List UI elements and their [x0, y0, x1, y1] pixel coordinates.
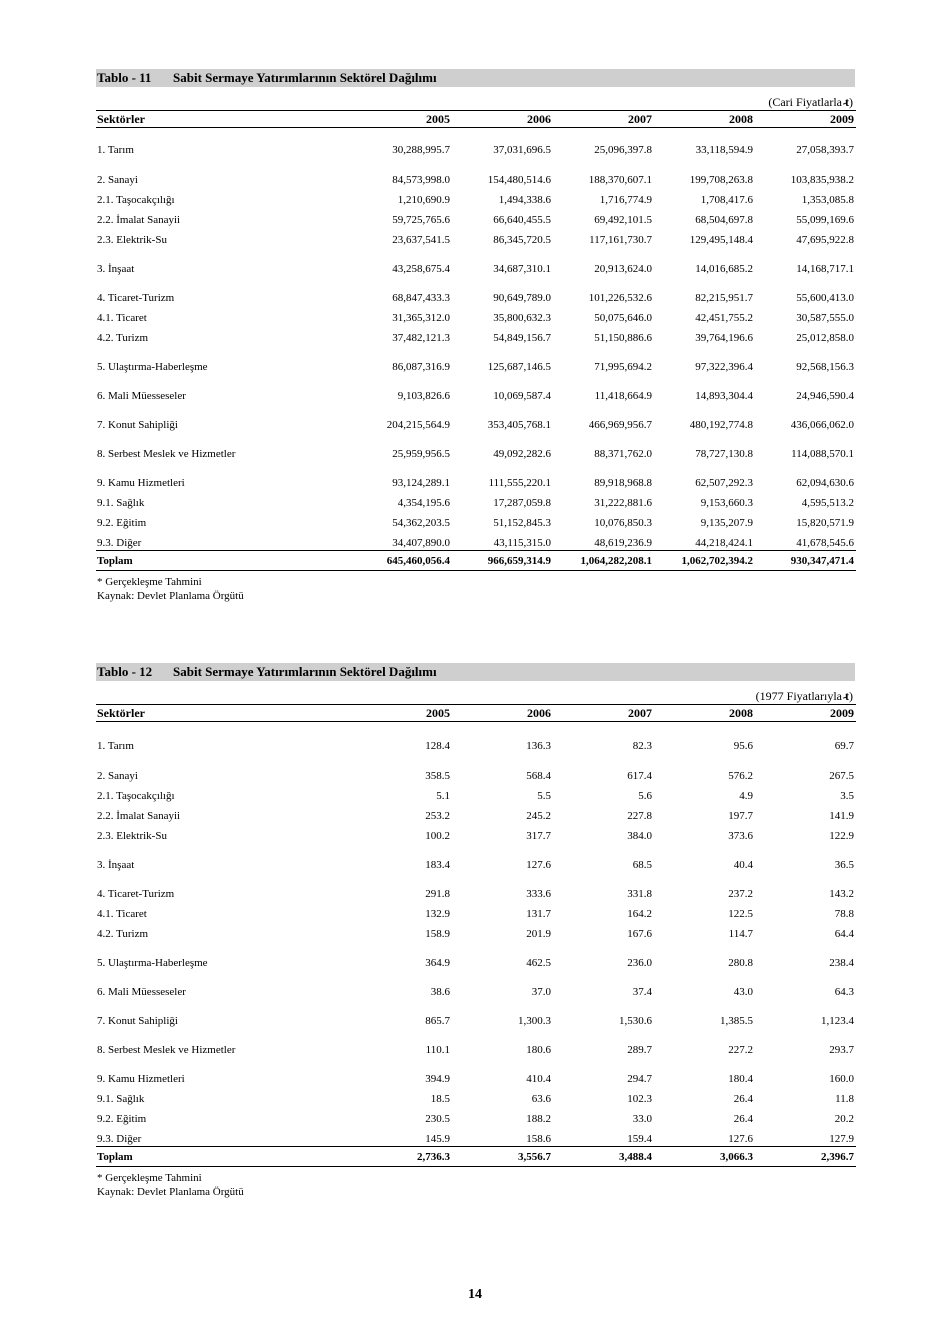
value-cell: 33,118,594.9 — [695, 144, 753, 156]
value-cell: 97,322,396.4 — [695, 361, 753, 373]
sector-label: 2.3. Elektrik-Su — [97, 830, 167, 842]
table-row — [96, 276, 856, 305]
unit-note — [96, 689, 855, 704]
header-sector: Sektörler — [96, 111, 351, 128]
value-cell: 159.4 — [627, 1133, 652, 1145]
value-cell: 20,913,624.0 — [594, 263, 652, 275]
value-cell: 69,492,101.5 — [594, 214, 652, 226]
header-year: 2007 — [553, 111, 654, 128]
table-row — [96, 803, 856, 823]
total-value: 2,736.3 — [351, 1147, 452, 1167]
value-cell: 30,288,995.7 — [392, 144, 450, 156]
value-cell: 30,587,555.0 — [796, 312, 854, 324]
table-row — [96, 207, 856, 227]
table-row — [96, 158, 856, 187]
value-cell: 188.2 — [526, 1113, 551, 1125]
value-cell: 27,058,393.7 — [796, 144, 854, 156]
value-cell: 245.2 — [526, 810, 551, 822]
value-cell: 466,969,956.7 — [588, 419, 652, 431]
value-cell: 227.8 — [627, 810, 652, 822]
value-cell: 1,300.3 — [518, 1015, 551, 1027]
value-cell: 294.7 — [627, 1073, 652, 1085]
value-cell: 289.7 — [627, 1044, 652, 1056]
header-year: 2006 — [452, 705, 553, 722]
value-cell: 410.4 — [526, 1073, 551, 1085]
table-row — [96, 128, 856, 159]
lira-icon: t — [845, 689, 849, 703]
value-cell: 37,031,696.5 — [493, 144, 551, 156]
value-cell: 5.6 — [638, 790, 652, 802]
value-cell: 317.7 — [526, 830, 551, 842]
table-row — [96, 1086, 856, 1106]
value-cell: 26.4 — [733, 1113, 753, 1125]
value-cell: 111,555,220.1 — [488, 477, 551, 489]
header-year: 2006 — [452, 111, 553, 128]
table-title — [96, 663, 855, 681]
value-cell: 291.8 — [425, 888, 450, 900]
value-cell: 39,764,196.6 — [695, 332, 753, 344]
value-cell: 82.3 — [632, 740, 652, 752]
value-cell: 101,226,532.6 — [588, 292, 652, 304]
value-cell: 11.8 — [835, 1093, 854, 1105]
value-cell: 25,959,956.5 — [392, 448, 450, 460]
value-cell: 114,088,570.1 — [791, 448, 854, 460]
value-cell: 51,150,886.6 — [594, 332, 652, 344]
value-cell: 331.8 — [627, 888, 652, 900]
value-cell: 180.6 — [526, 1044, 551, 1056]
total-row — [96, 551, 856, 571]
value-cell: 3.5 — [840, 790, 854, 802]
value-cell: 1,210,690.9 — [397, 194, 450, 206]
value-cell: 102.3 — [627, 1093, 652, 1105]
value-cell: 43,258,675.4 — [392, 263, 450, 275]
value-cell: 10,069,587.4 — [493, 390, 551, 402]
sector-label: 5. Ulaştırma-Haberleşme — [97, 361, 208, 373]
value-cell: 293.7 — [829, 1044, 854, 1056]
value-cell: 14,168,717.1 — [796, 263, 854, 275]
value-cell: 117,161,730.7 — [589, 234, 652, 246]
sector-label: 1. Tarım — [97, 144, 134, 156]
value-cell: 236.0 — [627, 957, 652, 969]
sector-label: 8. Serbest Meslek ve Hizmetler — [97, 448, 236, 460]
value-cell: 48,619,236.9 — [594, 537, 652, 549]
table-row — [96, 510, 856, 530]
value-cell: 41,678,545.6 — [796, 537, 854, 549]
value-cell: 353,405,768.1 — [487, 419, 551, 431]
table-row — [96, 1126, 856, 1147]
value-cell: 86,087,316.9 — [392, 361, 450, 373]
value-cell: 204,215,564.9 — [386, 419, 450, 431]
value-cell: 865.7 — [425, 1015, 450, 1027]
value-cell: 617.4 — [627, 770, 652, 782]
value-cell: 143.2 — [829, 888, 854, 900]
value-cell: 4,354,195.6 — [397, 497, 450, 509]
value-cell: 59,725,765.6 — [392, 214, 450, 226]
value-cell: 15,820,571.9 — [796, 517, 854, 529]
table-row — [96, 432, 856, 461]
value-cell: 114.7 — [728, 928, 753, 940]
value-cell: 110.1 — [425, 1044, 450, 1056]
sector-label: 3. İnşaat — [97, 263, 135, 275]
table-notes — [96, 575, 855, 603]
value-cell: 1,123.4 — [821, 1015, 854, 1027]
value-cell: 24,946,590.4 — [796, 390, 854, 402]
total-label: Toplam — [96, 1147, 351, 1167]
estimate-note: * Gerçekleşme Tahmini — [97, 1172, 202, 1184]
value-cell: 122.9 — [829, 830, 854, 842]
value-cell: 34,407,890.0 — [392, 537, 450, 549]
table-row — [96, 305, 856, 325]
sector-label: 6. Mali Müesseseler — [97, 390, 186, 402]
value-cell: 68.5 — [632, 859, 652, 871]
value-cell: 103,835,938.2 — [790, 174, 854, 186]
table-row — [96, 374, 856, 403]
total-value: 1,062,702,394.2 — [654, 551, 755, 571]
value-cell: 1,716,774.9 — [599, 194, 652, 206]
sector-label: 2.2. İmalat Sanayii — [97, 810, 181, 822]
value-cell: 125,687,146.5 — [487, 361, 551, 373]
value-cell: 25,096,397.8 — [594, 144, 652, 156]
header-year: 2008 — [654, 705, 755, 722]
value-cell: 100.2 — [425, 830, 450, 842]
value-cell: 37.4 — [632, 986, 652, 998]
value-cell: 568.4 — [526, 770, 551, 782]
header-year: 2005 — [351, 111, 452, 128]
table-number: Tablo - 12 — [97, 664, 153, 679]
total-value: 966,659,314.9 — [452, 551, 553, 571]
value-cell: 54,362,203.5 — [392, 517, 450, 529]
table-row — [96, 530, 856, 551]
source-note: Kaynak: Devlet Planlama Örgütü — [97, 1186, 244, 1198]
total-value: 2,396.7 — [755, 1147, 856, 1167]
sector-label: 4.1. Ticaret — [97, 312, 147, 324]
value-cell: 90,649,789.0 — [493, 292, 551, 304]
value-cell: 358.5 — [425, 770, 450, 782]
total-value: 3,488.4 — [553, 1147, 654, 1167]
value-cell: 92,568,156.3 — [796, 361, 854, 373]
value-cell: 1,385.5 — [720, 1015, 753, 1027]
sector-label: 2. Sanayi — [97, 174, 138, 186]
value-cell: 183.4 — [425, 859, 450, 871]
header-row — [96, 705, 856, 722]
value-cell: 88,371,762.0 — [594, 448, 652, 460]
value-cell: 40.4 — [733, 859, 753, 871]
table-11-block — [96, 69, 855, 603]
table-row — [96, 461, 856, 490]
value-cell: 20.2 — [834, 1113, 854, 1125]
sector-label: 6. Mali Müesseseler — [97, 986, 186, 998]
value-cell: 68,504,697.8 — [695, 214, 753, 226]
value-cell: 280.8 — [728, 957, 753, 969]
value-cell: 86,345,720.5 — [493, 234, 551, 246]
table-row — [96, 823, 856, 843]
table-row — [96, 722, 856, 755]
total-value: 3,556.7 — [452, 1147, 553, 1167]
value-cell: 4.9 — [739, 790, 753, 802]
value-cell: 122.5 — [728, 908, 753, 920]
value-cell: 167.6 — [627, 928, 652, 940]
table-title-text: Sabit Sermaye Yatırımlarının Sektörel Dağılımı — [173, 664, 437, 679]
unit-note — [96, 95, 855, 110]
value-cell: 51,152,845.3 — [493, 517, 551, 529]
sector-label: 9.2. Eğitim — [97, 517, 147, 529]
value-cell: 95.6 — [733, 740, 753, 752]
value-cell: 71,995,694.2 — [594, 361, 652, 373]
header-row — [96, 111, 856, 128]
value-cell: 180.4 — [728, 1073, 753, 1085]
total-value: 930,347,471.4 — [755, 551, 856, 571]
header-sector: Sektörler — [96, 705, 351, 722]
sector-label: 7. Konut Sahipliği — [97, 419, 178, 431]
value-cell: 197.7 — [728, 810, 753, 822]
lira-icon: t — [845, 95, 849, 109]
table-number: Tablo - 11 — [97, 70, 152, 85]
value-cell: 5.5 — [537, 790, 551, 802]
value-cell: 373.6 — [728, 830, 753, 842]
sector-label: 2.1. Taşocakçılığı — [97, 790, 175, 802]
value-cell: 154,480,514.6 — [487, 174, 551, 186]
value-cell: 333.6 — [526, 888, 551, 900]
table-row — [96, 901, 856, 921]
value-cell: 64.3 — [834, 986, 854, 998]
value-cell: 10,076,850.3 — [594, 517, 652, 529]
value-cell: 31,365,312.0 — [392, 312, 450, 324]
table-row — [96, 754, 856, 783]
value-cell: 136.3 — [526, 740, 551, 752]
value-cell: 66,640,455.5 — [493, 214, 551, 226]
value-cell: 238.4 — [829, 957, 854, 969]
header-year: 2009 — [755, 111, 856, 128]
value-cell: 49,092,282.6 — [493, 448, 551, 460]
data-table — [96, 704, 856, 1167]
value-cell: 201.9 — [526, 928, 551, 940]
value-cell: 127.6 — [728, 1133, 753, 1145]
value-cell: 55,099,169.6 — [796, 214, 854, 226]
table-row — [96, 403, 856, 432]
sector-label: 2.1. Taşocakçılığı — [97, 194, 175, 206]
unit-suffix: ) — [849, 95, 853, 109]
value-cell: 69.7 — [834, 740, 854, 752]
sector-label: 9.1. Sağlık — [97, 1093, 145, 1105]
sector-label: 9.3. Diğer — [97, 1133, 142, 1145]
value-cell: 63.6 — [531, 1093, 551, 1105]
unit-prefix: (Cari Fiyatlarla — [768, 95, 845, 109]
value-cell: 199,708,263.8 — [689, 174, 753, 186]
value-cell: 82,215,951.7 — [695, 292, 753, 304]
data-table — [96, 110, 856, 571]
table-row — [96, 872, 856, 901]
value-cell: 480,192,774.8 — [689, 419, 753, 431]
value-cell: 84,573,998.0 — [392, 174, 450, 186]
header-year: 2008 — [654, 111, 755, 128]
value-cell: 18.5 — [430, 1093, 450, 1105]
value-cell: 227.2 — [728, 1044, 753, 1056]
sector-label: 9.1. Sağlık — [97, 497, 145, 509]
sector-label: 9. Kamu Hizmetleri — [97, 477, 185, 489]
total-label: Toplam — [96, 551, 351, 571]
value-cell: 145.9 — [425, 1133, 450, 1145]
sector-label: 7. Konut Sahipliği — [97, 1015, 178, 1027]
value-cell: 37,482,121.3 — [392, 332, 450, 344]
value-cell: 462.5 — [526, 957, 551, 969]
value-cell: 132.9 — [425, 908, 450, 920]
value-cell: 31,222,881.6 — [594, 497, 652, 509]
header-year: 2005 — [351, 705, 452, 722]
sector-label: 4.2. Turizm — [97, 332, 149, 344]
value-cell: 158.9 — [425, 928, 450, 940]
value-cell: 34,687,310.1 — [493, 263, 551, 275]
value-cell: 158.6 — [526, 1133, 551, 1145]
value-cell: 44,218,424.1 — [695, 537, 753, 549]
value-cell: 43,115,315.0 — [493, 537, 551, 549]
table-title — [96, 69, 855, 87]
sector-label: 9. Kamu Hizmetleri — [97, 1073, 185, 1085]
value-cell: 14,893,304.4 — [695, 390, 753, 402]
table-row — [96, 843, 856, 872]
sector-label: 8. Serbest Meslek ve Hizmetler — [97, 1044, 236, 1056]
value-cell: 1,708,417.6 — [700, 194, 753, 206]
value-cell: 127.9 — [829, 1133, 854, 1145]
value-cell: 1,353,085.8 — [801, 194, 854, 206]
table-row — [96, 345, 856, 374]
sector-label: 2.2. İmalat Sanayii — [97, 214, 181, 226]
value-cell: 17,287,059.8 — [493, 497, 551, 509]
unit-suffix: ) — [849, 689, 853, 703]
sector-label: 5. Ulaştırma-Haberleşme — [97, 957, 208, 969]
value-cell: 237.2 — [728, 888, 753, 900]
sector-label: 1. Tarım — [97, 740, 134, 752]
value-cell: 78.8 — [834, 908, 854, 920]
value-cell: 5.1 — [436, 790, 450, 802]
value-cell: 160.0 — [829, 1073, 854, 1085]
table-row — [96, 941, 856, 970]
value-cell: 9,153,660.3 — [700, 497, 753, 509]
value-cell: 128.4 — [425, 740, 450, 752]
sector-label: 2.3. Elektrik-Su — [97, 234, 167, 246]
value-cell: 64.4 — [834, 928, 854, 940]
value-cell: 253.2 — [425, 810, 450, 822]
value-cell: 11,418,664.9 — [594, 390, 652, 402]
value-cell: 62,094,630.6 — [796, 477, 854, 489]
value-cell: 131.7 — [526, 908, 551, 920]
table-row — [96, 1028, 856, 1057]
table-row — [96, 921, 856, 941]
table-row — [96, 999, 856, 1028]
value-cell: 93,124,289.1 — [392, 477, 450, 489]
page-number: 14 — [468, 1287, 482, 1302]
sector-label: 4. Ticaret-Turizm — [97, 292, 175, 304]
value-cell: 141.9 — [829, 810, 854, 822]
value-cell: 62,507,292.3 — [695, 477, 753, 489]
table-row — [96, 783, 856, 803]
header-year: 2009 — [755, 705, 856, 722]
value-cell: 36.5 — [834, 859, 854, 871]
value-cell: 54,849,156.7 — [493, 332, 551, 344]
value-cell: 43.0 — [733, 986, 753, 998]
value-cell: 55,600,413.0 — [796, 292, 854, 304]
value-cell: 35,800,632.3 — [493, 312, 551, 324]
value-cell: 38.6 — [430, 986, 450, 998]
sector-label: 9.3. Diğer — [97, 537, 142, 549]
table-row — [96, 490, 856, 510]
value-cell: 230.5 — [425, 1113, 450, 1125]
unit-prefix: (1977 Fiyatlarıyla — [755, 689, 845, 703]
table-row — [96, 247, 856, 276]
value-cell: 42,451,755.2 — [695, 312, 753, 324]
value-cell: 25,012,858.0 — [796, 332, 854, 344]
table-row — [96, 970, 856, 999]
header-year: 2007 — [553, 705, 654, 722]
value-cell: 33.0 — [632, 1113, 652, 1125]
total-row — [96, 1147, 856, 1167]
value-cell: 384.0 — [627, 830, 652, 842]
value-cell: 127.6 — [526, 859, 551, 871]
value-cell: 188,370,607.1 — [588, 174, 652, 186]
value-cell: 129,495,148.4 — [689, 234, 753, 246]
value-cell: 267.5 — [829, 770, 854, 782]
table-notes — [96, 1171, 855, 1199]
value-cell: 37.0 — [531, 986, 551, 998]
value-cell: 576.2 — [728, 770, 753, 782]
sector-label: 4.2. Turizm — [97, 928, 149, 940]
value-cell: 4,595,513.2 — [801, 497, 854, 509]
total-value: 645,460,056.4 — [351, 551, 452, 571]
table-row — [96, 325, 856, 345]
value-cell: 364.9 — [425, 957, 450, 969]
sector-label: 3. İnşaat — [97, 859, 135, 871]
table-row — [96, 187, 856, 207]
value-cell: 50,075,646.0 — [594, 312, 652, 324]
value-cell: 1,530.6 — [619, 1015, 652, 1027]
value-cell: 9,103,826.6 — [397, 390, 450, 402]
sector-label: 9.2. Eğitim — [97, 1113, 147, 1125]
source-note: Kaynak: Devlet Planlama Örgütü — [97, 590, 244, 602]
table-row — [96, 1106, 856, 1126]
value-cell: 164.2 — [627, 908, 652, 920]
value-cell: 26.4 — [733, 1093, 753, 1105]
total-value: 1,064,282,208.1 — [553, 551, 654, 571]
value-cell: 68,847,433.3 — [392, 292, 450, 304]
value-cell: 89,918,968.8 — [594, 477, 652, 489]
sector-label: 4. Ticaret-Turizm — [97, 888, 175, 900]
value-cell: 47,695,922.8 — [796, 234, 854, 246]
table-title-text: Sabit Sermaye Yatırımlarının Sektörel Dağılımı — [173, 70, 437, 85]
value-cell: 23,637,541.5 — [392, 234, 450, 246]
value-cell: 14,016,685.2 — [695, 263, 753, 275]
value-cell: 9,135,207.9 — [700, 517, 753, 529]
sector-label: 2. Sanayi — [97, 770, 138, 782]
sector-label: 4.1. Ticaret — [97, 908, 147, 920]
table-row — [96, 227, 856, 247]
estimate-note: * Gerçekleşme Tahmini — [97, 576, 202, 588]
table-row — [96, 1057, 856, 1086]
total-value: 3,066.3 — [654, 1147, 755, 1167]
value-cell: 1,494,338.6 — [498, 194, 551, 206]
value-cell: 394.9 — [425, 1073, 450, 1085]
value-cell: 78,727,130.8 — [695, 448, 753, 460]
table-12-block — [96, 663, 855, 1199]
value-cell: 436,066,062.0 — [790, 419, 854, 431]
